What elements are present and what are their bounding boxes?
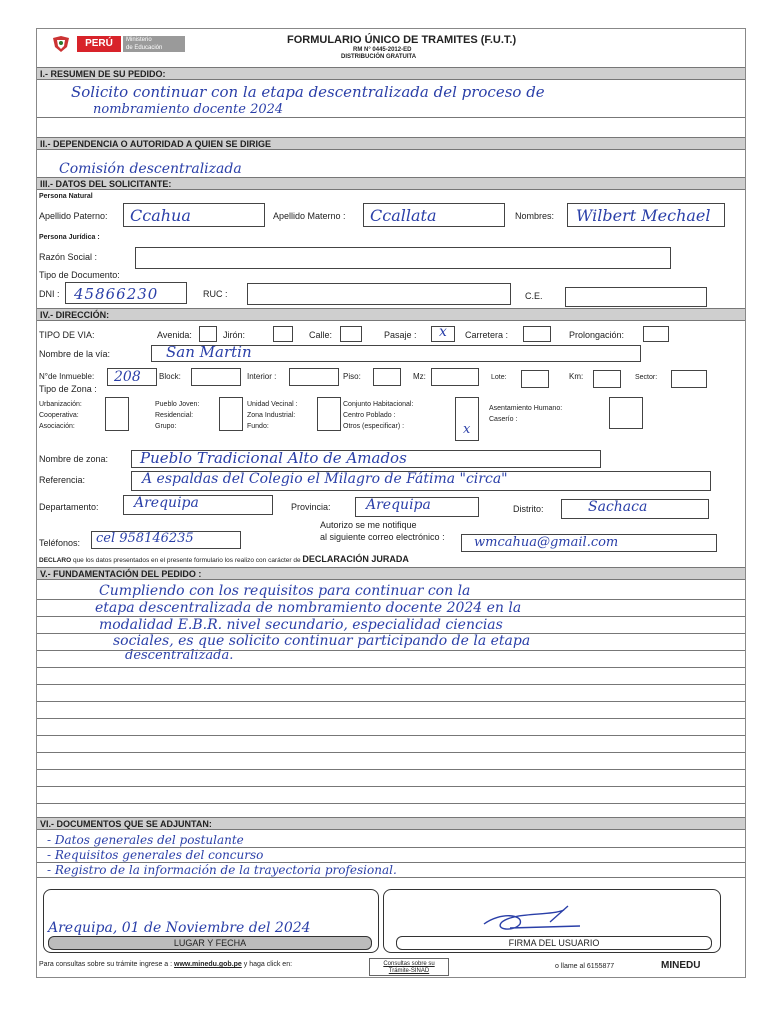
rule-line xyxy=(37,718,745,719)
place-date-label: LUGAR Y FECHA xyxy=(48,936,372,950)
fut-form xyxy=(36,28,746,978)
razon-social-label: Razón Social : xyxy=(39,252,98,262)
rule-line xyxy=(37,803,745,804)
departamento-label: Departamento: xyxy=(39,502,99,512)
peru-logo: PERÚ xyxy=(77,36,121,52)
coat-of-arms-icon xyxy=(51,35,71,53)
calle-checkbox[interactable] xyxy=(340,326,362,342)
nombre-zona-label: Nombre de zona: xyxy=(39,454,109,464)
km-field[interactable] xyxy=(593,370,621,388)
distribution-note: DISTRIBUCIÓN GRATUITA xyxy=(341,54,417,60)
phone-text: o llame al 6155877 xyxy=(555,963,615,970)
place-date-box[interactable] xyxy=(43,889,379,953)
dependency-value[interactable]: Comisión descentralizada xyxy=(59,161,242,177)
zona-col-4: Conjunto Habitacional: Centro Poblado : Otros (especificar) : xyxy=(343,401,414,430)
fundamentation-line-3[interactable]: modalidad E.B.R. nivel secundario, especialidad ciencias xyxy=(99,617,503,633)
piso-label: Piso: xyxy=(343,372,361,381)
document-item-1[interactable]: - Datos generales del postulante xyxy=(47,833,244,847)
consult-text: Para consultas sobre su trámite ingrese a : www.minedu.gob.pe y haga click en: xyxy=(39,961,293,968)
avenida-label: Avenida: xyxy=(157,330,192,340)
form-title: FORMULARIO ÚNICO DE TRAMITES (F.U.T.) xyxy=(287,34,517,46)
sector-field[interactable] xyxy=(671,370,707,388)
nombres-label: Nombres: xyxy=(515,211,555,221)
summary-underline xyxy=(37,117,745,118)
tipo-documento-label: Tipo de Documento: xyxy=(39,270,120,280)
departamento-field[interactable]: Arequipa xyxy=(123,495,273,515)
block-label: Block: xyxy=(159,372,181,381)
zona-col-1-checkbox[interactable] xyxy=(105,397,129,431)
document-item-2[interactable]: - Requisitos generales del concurso xyxy=(47,848,264,862)
ce-label: C.E. xyxy=(525,291,543,301)
rule-line xyxy=(37,650,745,651)
section-documents: VI.- DOCUMENTOS QUE SE ADJUNTAN: xyxy=(37,817,745,830)
fundamentation-line-5[interactable]: descentralizada. xyxy=(125,648,234,663)
mz-label: Mz: xyxy=(413,372,426,381)
minedu-brand: MINEDU xyxy=(661,960,701,971)
rule-line xyxy=(37,752,745,753)
section-address: IV.- DIRECCIÓN: xyxy=(37,308,745,321)
rule-line xyxy=(37,786,745,787)
telefono-field[interactable]: cel 958146235 xyxy=(91,531,241,549)
nombre-zona-field[interactable]: Pueblo Tradicional Alto de Amados xyxy=(131,450,601,468)
signature-box[interactable] xyxy=(383,889,721,953)
section-dependency: II.- DEPENDENCIA O AUTORIDAD A QUIEN SE DIRIGE xyxy=(37,137,745,150)
section-fundamentation: V.- FUNDAMENTACIÓN DEL PEDIDO : xyxy=(37,567,745,580)
distrito-label: Distrito: xyxy=(513,504,544,514)
natural-person-label: Persona Natural xyxy=(39,193,93,200)
summary-line-1[interactable]: Solicito continuar con la etapa descentralizada del proceso de xyxy=(71,83,545,101)
zona-col-3-checkbox[interactable] xyxy=(317,397,341,431)
zona-col-2: Pueblo Joven: Residencial: Grupo: xyxy=(155,401,200,430)
rule-line xyxy=(37,847,745,848)
block-field[interactable] xyxy=(191,368,241,386)
prolongacion-checkbox[interactable] xyxy=(643,326,669,342)
provincia-field[interactable]: Arequipa xyxy=(355,497,479,517)
fundamentation-line-1[interactable]: Cumpliendo con los requisitos para continuar con la xyxy=(99,583,471,599)
rule-line xyxy=(37,877,745,878)
rule-line xyxy=(37,667,745,668)
rule-line xyxy=(37,599,745,600)
calle-label: Calle: xyxy=(309,330,333,340)
rm-number: RM N° 0445-2012-ED xyxy=(353,47,412,53)
summary-line-2[interactable]: nombramiento docente 2024 xyxy=(93,102,284,117)
pasaje-checkbox[interactable]: x xyxy=(431,326,455,342)
paterno-field[interactable]: Ccahua xyxy=(123,203,265,227)
materno-field[interactable]: Ccallata xyxy=(363,203,505,227)
rule-line xyxy=(37,701,745,702)
signature-label: FIRMA DEL USUARIO xyxy=(396,936,712,950)
place-date-value: Arequipa, 01 de Noviembre del 2024 xyxy=(48,920,311,936)
carretera-checkbox[interactable] xyxy=(523,326,551,342)
section-summary: I.- RESUMEN DE SU PEDIDO: xyxy=(37,67,745,80)
pasaje-label: Pasaje : xyxy=(384,330,417,340)
zona-col-5: Asentamiento Humano: Caserío : xyxy=(489,405,563,423)
signature-image xyxy=(480,902,590,938)
nombres-field[interactable]: Wilbert Mechael xyxy=(567,203,725,227)
ruc-label: RUC : xyxy=(203,289,228,299)
ce-field[interactable] xyxy=(565,287,707,307)
fundamentation-line-2[interactable]: etapa descentralizada de nombramiento docente 2024 en la xyxy=(95,600,522,616)
ruc-field[interactable] xyxy=(247,283,511,305)
distrito-field[interactable]: Sachaca xyxy=(561,499,709,519)
tipo-zona-label: Tipo de Zona : xyxy=(39,384,97,394)
lote-field[interactable] xyxy=(521,370,549,388)
piso-field[interactable] xyxy=(373,368,401,386)
rule-line xyxy=(37,684,745,685)
inmueble-field[interactable]: 208 xyxy=(107,368,157,386)
paterno-label: Apellido Paterno: xyxy=(39,211,108,221)
zona-col-3: Unidad Vecinal : Zona Industrial: Fundo: xyxy=(247,401,298,430)
autorizo-line-1: Autorizo se me notifique xyxy=(320,520,417,530)
rule-line xyxy=(37,633,745,634)
referencia-field[interactable]: A espaldas del Colegio el Milagro de Fátima "circa" xyxy=(131,471,711,491)
zona-col-2-checkbox[interactable] xyxy=(219,397,243,431)
carretera-label: Carretera : xyxy=(465,330,509,340)
prolongacion-label: Prolongación: xyxy=(569,330,625,340)
telefono-label: Teléfonos: xyxy=(39,538,81,548)
zona-col-1: Urbanización: Cooperativa: Asociación: xyxy=(39,401,82,430)
juridica-label: Persona Jurídica : xyxy=(39,234,100,241)
tipo-via-label: TIPO DE VIA: xyxy=(39,330,95,340)
razon-social-field[interactable] xyxy=(135,247,671,269)
nombre-via-label: Nombre de la vía: xyxy=(39,349,111,359)
jiron-checkbox[interactable] xyxy=(273,326,293,342)
email-field[interactable]: wmcahua@gmail.com xyxy=(461,534,717,552)
avenida-checkbox[interactable] xyxy=(199,326,217,342)
provincia-label: Provincia: xyxy=(291,502,331,512)
inmueble-label: N°de Inmueble: xyxy=(39,372,95,381)
sinad-button[interactable]: Consultas sobre su Trámite-SINAD xyxy=(369,958,449,976)
rule-line xyxy=(37,616,745,617)
consult-link[interactable]: www.minedu.gob.pe xyxy=(174,961,242,968)
lote-label: Lote: xyxy=(491,374,507,381)
rule-line xyxy=(37,862,745,863)
dni-field[interactable]: 45866230 xyxy=(65,282,187,304)
materno-label: Apellido Materno : xyxy=(273,211,346,221)
km-label: Km: xyxy=(569,372,584,381)
rule-line xyxy=(37,735,745,736)
declaration-text: DECLARO que los datos presentados en el presente formulario los realizo con carácter de DECLARACIÓN JURADA xyxy=(39,554,409,564)
autorizo-line-2: al siguiente correo electrónico : xyxy=(320,532,445,542)
nombre-via-field[interactable]: San Martin xyxy=(151,345,641,362)
referencia-label: Referencia: xyxy=(39,475,86,485)
ministry-logo: Ministerio de Educación xyxy=(123,36,185,52)
jiron-label: Jirón: xyxy=(223,330,246,340)
rule-line xyxy=(37,769,745,770)
fundamentation-line-4[interactable]: sociales, es que solicito continuar participando de la etapa xyxy=(113,633,531,649)
sector-label: Sector: xyxy=(635,374,658,381)
dni-label: DNI : xyxy=(39,289,60,299)
document-item-3[interactable]: - Registro de la información de la trayectoria profesional. xyxy=(47,863,397,877)
zona-col-5-checkbox[interactable] xyxy=(609,397,643,429)
interior-label: Interior : xyxy=(247,372,277,381)
mz-field[interactable] xyxy=(431,368,479,386)
zona-col-4-checkbox[interactable]: x xyxy=(455,397,479,441)
interior-field[interactable] xyxy=(289,368,339,386)
section-applicant: III.- DATOS DEL SOLICITANTE: xyxy=(37,177,745,190)
